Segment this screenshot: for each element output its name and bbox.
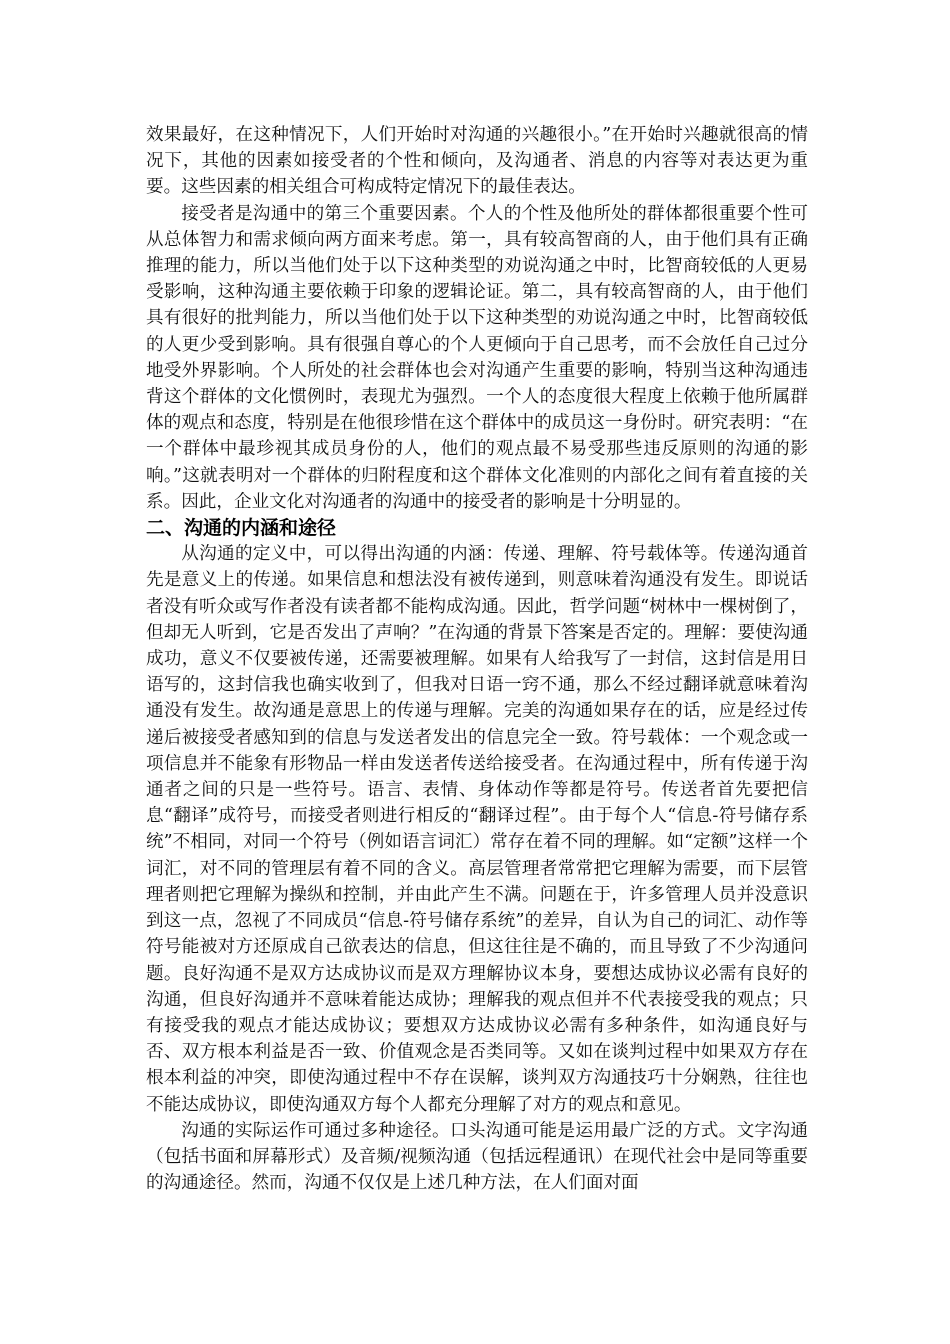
section-heading: 二、沟通的内涵和途径 [146,517,337,540]
paragraph-4: 沟通的实际运作可通过多种途径。口头沟通可能是运用最广泛的方式。文字沟通（包括书面和屏幕形式）及音频/视频沟通（包括远程通讯）在现代社会中是同等重要的沟通途径。然而，沟通不仅仅是上述几种方法，在人们面对面 [146,1120,808,1194]
paragraph-1: 效果最好，在这种情况下，人们开始时对沟通的兴趣很小。”在开始时兴趣就很高的情况下，其他的因素如接受者的个性和倾向，及沟通者、消息的内容等对表达更为重要。这些因素的相关组合可构成特定情况下的最佳表达。 [146,125,808,198]
document-page [146,122,808,1196]
paragraph-2: 接受者是沟通中的第三个重要因素。个人的个性及他所处的群体都很重要个性可从总体智力和需求倾向两方面来考虑。第一，具有较高智商的人，由于他们具有正确推理的能力，所以当他们处于以下这种类型的劝说沟通之中时，比智商较低的人更易受影响，这种沟通主要依赖于印象的逻辑论证。第二，具有较高智商的人，由于他们具有很好的批判能力，所以当他们处于以下这种类型的劝说沟通之中时，比智商较低的人更少受到影响。具有很强自尊心的个人更倾向于自己思考，而不会放任自己过分地受外界影响。个人所处的社会群体也会对沟通产生重要的影响，特别当这种沟通违背这个群体的文化惯例时，表现尤为强烈。一个人的态度很大程度上依赖于他所属群体的观点和态度，特别是在他很珍惜在这个群体中的成员这一身份时。研究表明：“在一个群体中最珍视其成员身份的人，他们的观点最不易受那些违反原则的沟通的影响。”这就表明对一个群体的归附程度和这个群体文化准则的内部化之间有着直接的关系。因此，企业文化对沟通者的沟通中的接受者的影响是十分明显的。 [146,203,808,512]
paragraph-3: 从沟通的定义中，可以得出沟通的内涵：传递、理解、符号载体等。传递沟通首先是意义上的传递。如果信息和想法没有被传递到，则意味着沟通没有发生。即说话者没有听众或写作者没有读者都不能构成沟通。因此，哲学问题“树林中一棵树倒了，但却无人听到，它是否发出了声响？”在沟通的背景下答案是否定的。理解：要使沟通成功，意义不仅要被传递，还需要被理解。如果有人给我写了一封信，这封信是用日语写的，这封信我也确实收到了，但我对日语一窍不通，那么不经过翻译就意味着沟通没有发生。故沟通是意思上的传递与理解。完美的沟通如果存在的话，应是经过传递后被接受者感知到的信息与发送者发出的信息完全一致。符号载体：一个观念或一项信息并不能象有形物品一样由发送者传送给接受者。在沟通过程中，所有传递于沟通者之间的只是一些符号。语言、表情、身体动作等都是符号。传送者首先要把信息“翻译”成符号，而接受者则进行相反的“翻译过程”。由于每个人“信息-符号储存系统”不相同，对同一个符号（例如语言词汇）常存在着不同的理解。如“定额”这样一个词汇，对不同的管理层有着不同的含义。高层管理者常常把它理解为需要，而下层管理者则把它理解为操纵和控制，并由此产生不满。问题在于，许多管理人员并没意识到这一点，忽视了不同成员“信息-符号储存系统”的差异，自认为自己的词汇、动作等符号能被对方还原成自己欲表达的信息，但这往往是不确的，而且导致了不少沟通问题。良好沟通不是双方达成协议而是双方理解协议本身，要想达成协议必需有良好的沟通，但良好沟通并不意味着能达成协；理解我的观点但并不代表接受我的观点；只有接受我的观点才能达成协议；要想双方达成协议必需有多种条件，如沟通良好与否、双方根本利益是否一致、价值观念是否类同等。又如在谈判过程中如果双方存在根本利益的冲突，即使沟通过程中不存在误解，谈判双方沟通技巧十分娴熟，往往也不能达成协议，即使沟通双方每个人都充分理解了对方的观点和意见。 [146,544,808,1115]
